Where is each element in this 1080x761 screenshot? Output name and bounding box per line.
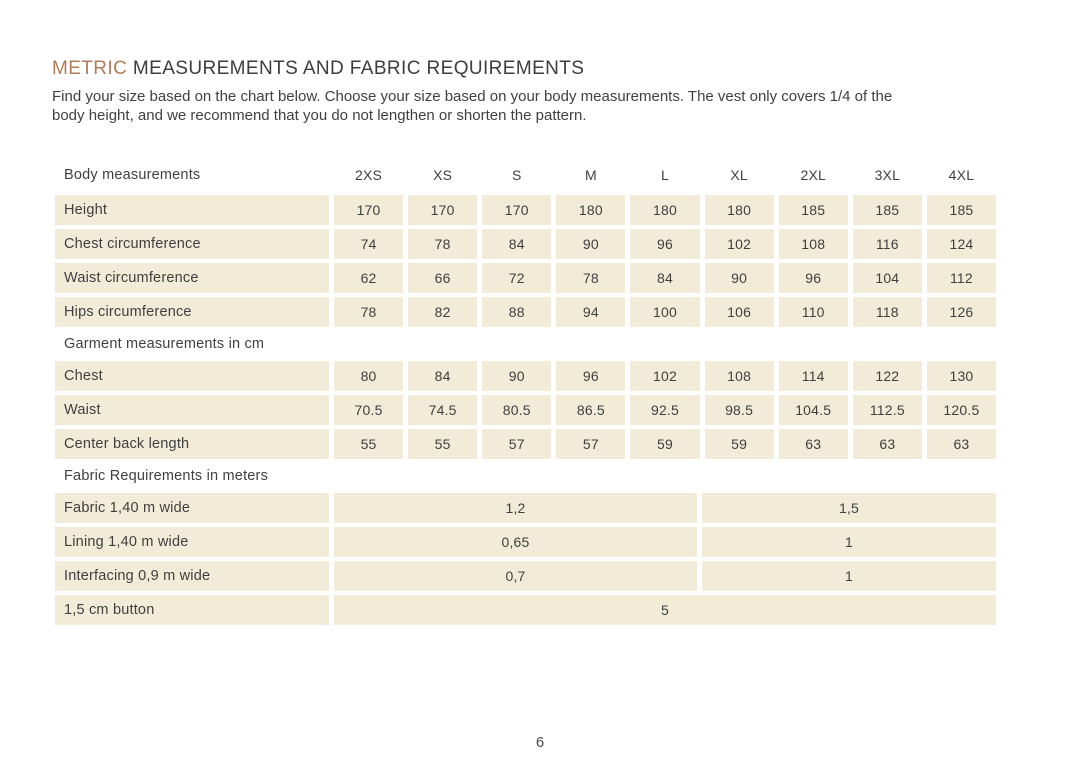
- size-header-2xs: 2XS: [355, 167, 383, 183]
- cell-sizes-xl-to-4xl: 1: [702, 561, 996, 591]
- cell-m: 96: [556, 361, 625, 391]
- table-row-height: [55, 195, 996, 225]
- row-label: Chest circumference: [55, 229, 329, 259]
- cell-2xl: 110: [779, 297, 848, 327]
- cell-xl: 108: [705, 361, 774, 391]
- cell-s: 88: [482, 297, 551, 327]
- cell-4xl: 124: [927, 229, 996, 259]
- cell-2xl: 104.5: [779, 395, 848, 425]
- size-header-xs: XS: [433, 167, 453, 183]
- cell-s: 84: [482, 229, 551, 259]
- size-header-xl: XL: [730, 167, 748, 183]
- table-row-garment-waist: [55, 395, 996, 425]
- row-label: Waist: [55, 395, 329, 425]
- row-label: Fabric 1,40 m wide: [55, 493, 329, 523]
- cell-xs: 84: [408, 361, 477, 391]
- cell-xl: 98.5: [705, 395, 774, 425]
- table-row-waist-circumference: [55, 263, 996, 293]
- row-label: Center back length: [55, 429, 329, 459]
- row-label: Chest: [55, 361, 329, 391]
- cell-sizes-2xs-to-l: 0,7: [334, 561, 697, 591]
- table-row-button: [55, 595, 996, 625]
- cell-m: 78: [556, 263, 625, 293]
- cell-4xl: 126: [927, 297, 996, 327]
- table-header-row: [55, 161, 996, 189]
- cell-m: 57: [556, 429, 625, 459]
- row-label: Lining 1,40 m wide: [55, 527, 329, 557]
- table-row-fabric: [55, 493, 996, 523]
- cell-2xs: 62: [334, 263, 403, 293]
- cell-xl: 59: [705, 429, 774, 459]
- cell-xs: 170: [408, 195, 477, 225]
- page-number: 6: [535, 734, 545, 751]
- page-title-accent: METRIC: [52, 58, 128, 79]
- cell-3xl: 63: [853, 429, 922, 459]
- cell-xs: 74.5: [408, 395, 477, 425]
- size-table: [55, 161, 996, 625]
- cell-4xl: 120.5: [927, 395, 996, 425]
- intro-text-line-1: Find your size based on the chart below. Choose your size based on your body measurements. The vest only covers 1/4 of the: [52, 88, 893, 105]
- size-header-4xl: 4XL: [948, 167, 975, 183]
- cell-sizes-xl-to-4xl: 1,5: [702, 493, 996, 523]
- section-fabric-requirements: Fabric Requirements in meters: [64, 468, 269, 484]
- cell-s: 72: [482, 263, 551, 293]
- cell-xs: 78: [408, 229, 477, 259]
- table-row-interfacing: [55, 561, 996, 591]
- cell-2xs: 55: [334, 429, 403, 459]
- cell-2xl: 108: [779, 229, 848, 259]
- size-header-2xl: 2XL: [800, 167, 826, 183]
- intro-text-line-2: body height, and we recommend that you do not lengthen or shorten the pattern.: [52, 107, 587, 124]
- cell-xl: 102: [705, 229, 774, 259]
- page-title-rest: MEASUREMENTS AND FABRIC REQUIREMENTS: [132, 58, 585, 79]
- cell-3xl: 122: [853, 361, 922, 391]
- cell-l: 84: [630, 263, 699, 293]
- cell-3xl: 104: [853, 263, 922, 293]
- cell-all-sizes: 5: [334, 595, 996, 625]
- table-row-garment-chest: [55, 361, 996, 391]
- cell-m: 94: [556, 297, 625, 327]
- cell-2xl: 96: [779, 263, 848, 293]
- cell-s: 57: [482, 429, 551, 459]
- size-header-s: S: [512, 167, 522, 183]
- table-row-lining: [55, 527, 996, 557]
- cell-sizes-2xs-to-l: 1,2: [334, 493, 697, 523]
- cell-4xl: 185: [927, 195, 996, 225]
- cell-xl: 106: [705, 297, 774, 327]
- cell-m: 180: [556, 195, 625, 225]
- header-body-measurements: Body measurements: [64, 167, 201, 183]
- cell-xs: 82: [408, 297, 477, 327]
- cell-l: 59: [630, 429, 699, 459]
- cell-s: 80.5: [482, 395, 551, 425]
- cell-2xl: 63: [779, 429, 848, 459]
- size-header-3xl: 3XL: [874, 167, 901, 183]
- section-garment-measurements: Garment measurements in cm: [64, 336, 265, 352]
- cell-3xl: 118: [853, 297, 922, 327]
- cell-3xl: 112.5: [853, 395, 922, 425]
- cell-xl: 90: [705, 263, 774, 293]
- cell-4xl: 112: [927, 263, 996, 293]
- cell-2xl: 114: [779, 361, 848, 391]
- cell-s: 90: [482, 361, 551, 391]
- cell-m: 86.5: [556, 395, 625, 425]
- cell-m: 90: [556, 229, 625, 259]
- cell-l: 102: [630, 361, 699, 391]
- cell-l: 100: [630, 297, 699, 327]
- cell-2xs: 78: [334, 297, 403, 327]
- cell-l: 92.5: [630, 395, 699, 425]
- cell-2xs: 80: [334, 361, 403, 391]
- cell-l: 96: [630, 229, 699, 259]
- cell-xl: 180: [705, 195, 774, 225]
- row-label: 1,5 cm button: [55, 595, 329, 625]
- cell-4xl: 130: [927, 361, 996, 391]
- cell-4xl: 63: [927, 429, 996, 459]
- row-label: Hips circumference: [55, 297, 329, 327]
- cell-s: 170: [482, 195, 551, 225]
- table-row-hips-circumference: [55, 297, 996, 327]
- cell-sizes-xl-to-4xl: 1: [702, 527, 996, 557]
- cell-3xl: 185: [853, 195, 922, 225]
- cell-3xl: 116: [853, 229, 922, 259]
- cell-xs: 66: [408, 263, 477, 293]
- cell-sizes-2xs-to-l: 0,65: [334, 527, 697, 557]
- cell-2xs: 70.5: [334, 395, 403, 425]
- size-header-l: L: [660, 167, 669, 183]
- table-row-center-back-length: [55, 429, 996, 459]
- cell-l: 180: [630, 195, 699, 225]
- cell-2xs: 74: [334, 229, 403, 259]
- size-header-m: M: [584, 167, 597, 183]
- cell-xs: 55: [408, 429, 477, 459]
- cell-2xl: 185: [779, 195, 848, 225]
- row-label: Height: [55, 195, 329, 225]
- cell-2xs: 170: [334, 195, 403, 225]
- table-row-chest-circumference: [55, 229, 996, 259]
- row-label: Interfacing 0,9 m wide: [55, 561, 329, 591]
- page-title: [52, 57, 1028, 80]
- row-label: Waist circumference: [55, 263, 329, 293]
